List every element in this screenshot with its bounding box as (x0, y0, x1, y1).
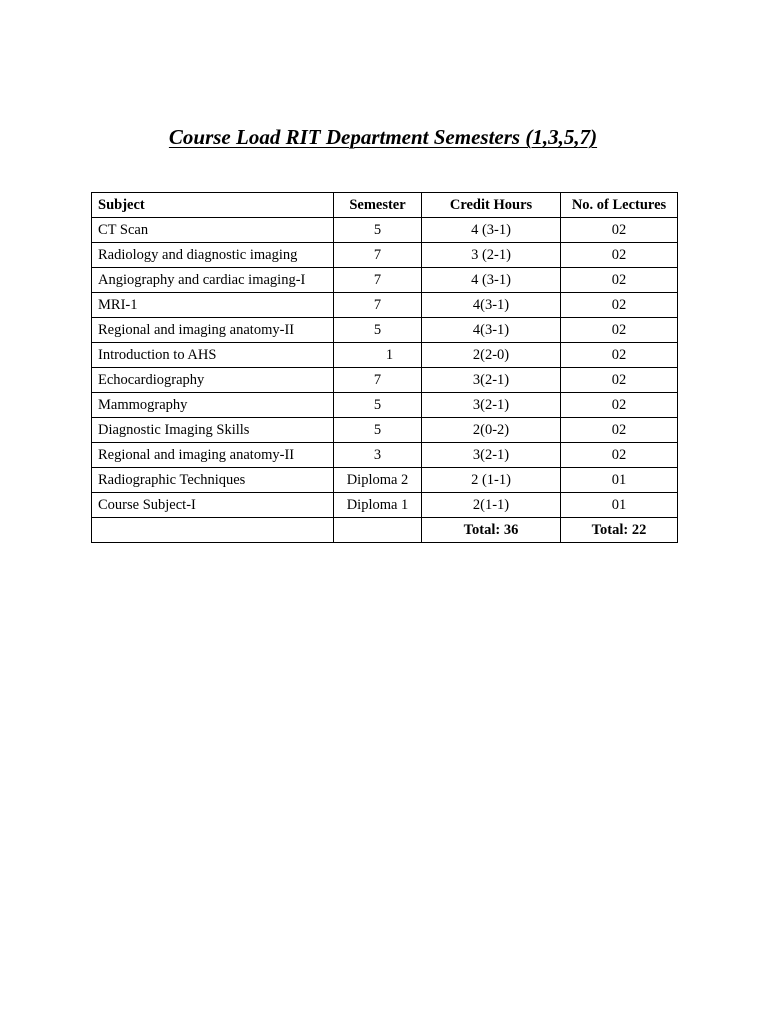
cell-lectures: 02 (561, 343, 678, 368)
cell-semester: 7 (334, 243, 422, 268)
cell-lectures: 02 (561, 368, 678, 393)
table-row (92, 493, 678, 518)
cell-lectures: 02 (561, 243, 678, 268)
cell-subject: Mammography (92, 393, 334, 418)
cell-subject: Regional and imaging anatomy-II (92, 443, 334, 468)
cell-subject: Radiology and diagnostic imaging (92, 243, 334, 268)
totals-semester-cell (334, 518, 422, 543)
cell-credit-hours: 4(3-1) (422, 318, 561, 343)
table-row (92, 468, 678, 493)
cell-lectures: 02 (561, 443, 678, 468)
cell-credit-hours: 4 (3-1) (422, 268, 561, 293)
cell-lectures: 02 (561, 268, 678, 293)
cell-semester: 7 (334, 293, 422, 318)
table-row (92, 368, 678, 393)
course-load-table (91, 192, 678, 543)
header-semester: Semester (334, 193, 422, 218)
table-row (92, 443, 678, 468)
totals-row (92, 518, 678, 543)
cell-subject: Angiography and cardiac imaging-I (92, 268, 334, 293)
cell-credit-hours: 4(3-1) (422, 293, 561, 318)
table-row (92, 318, 678, 343)
header-lectures: No. of Lectures (561, 193, 678, 218)
cell-subject: Regional and imaging anatomy-II (92, 318, 334, 343)
cell-semester: Diploma 2 (334, 468, 422, 493)
total-lectures: Total: 22 (561, 518, 678, 543)
cell-subject: Introduction to AHS (92, 343, 334, 368)
cell-semester: 5 (334, 418, 422, 443)
cell-lectures: 01 (561, 468, 678, 493)
cell-credit-hours: 2(2-0) (422, 343, 561, 368)
table-row (92, 393, 678, 418)
cell-semester: Diploma 1 (334, 493, 422, 518)
totals-subject-cell (92, 518, 334, 543)
cell-lectures: 01 (561, 493, 678, 518)
total-credit-hours: Total: 36 (422, 518, 561, 543)
cell-credit-hours: 3(2-1) (422, 443, 561, 468)
cell-credit-hours: 2 (1-1) (422, 468, 561, 493)
cell-subject: MRI-1 (92, 293, 334, 318)
cell-semester: 7 (334, 368, 422, 393)
cell-subject: Radiographic Techniques (92, 468, 334, 493)
cell-lectures: 02 (561, 418, 678, 443)
header-credit-hours: Credit Hours (422, 193, 561, 218)
cell-credit-hours: 3 (2-1) (422, 243, 561, 268)
cell-semester: 3 (334, 443, 422, 468)
header-subject: Subject (92, 193, 334, 218)
cell-lectures: 02 (561, 218, 678, 243)
cell-credit-hours: 4 (3-1) (422, 218, 561, 243)
page-title: Course Load RIT Department Semesters (1,3,5,7) (168, 125, 598, 149)
cell-credit-hours: 3(2-1) (422, 368, 561, 393)
cell-credit-hours: 2(0-2) (422, 418, 561, 443)
cell-semester: 1 (334, 343, 422, 368)
cell-subject: Echocardiography (92, 368, 334, 393)
cell-lectures: 02 (561, 318, 678, 343)
cell-semester: 7 (334, 268, 422, 293)
table-row (92, 218, 678, 243)
cell-subject: Diagnostic Imaging Skills (92, 418, 334, 443)
table-header-row (92, 193, 678, 218)
cell-credit-hours: 2(1-1) (422, 493, 561, 518)
cell-lectures: 02 (561, 293, 678, 318)
cell-semester: 5 (334, 218, 422, 243)
cell-subject: CT Scan (92, 218, 334, 243)
table-row (92, 343, 678, 368)
cell-subject: Course Subject-I (92, 493, 334, 518)
cell-semester: 5 (334, 318, 422, 343)
cell-semester: 5 (334, 393, 422, 418)
table-row (92, 268, 678, 293)
cell-credit-hours: 3(2-1) (422, 393, 561, 418)
table-row (92, 418, 678, 443)
cell-lectures: 02 (561, 393, 678, 418)
table-row (92, 293, 678, 318)
table-row (92, 243, 678, 268)
